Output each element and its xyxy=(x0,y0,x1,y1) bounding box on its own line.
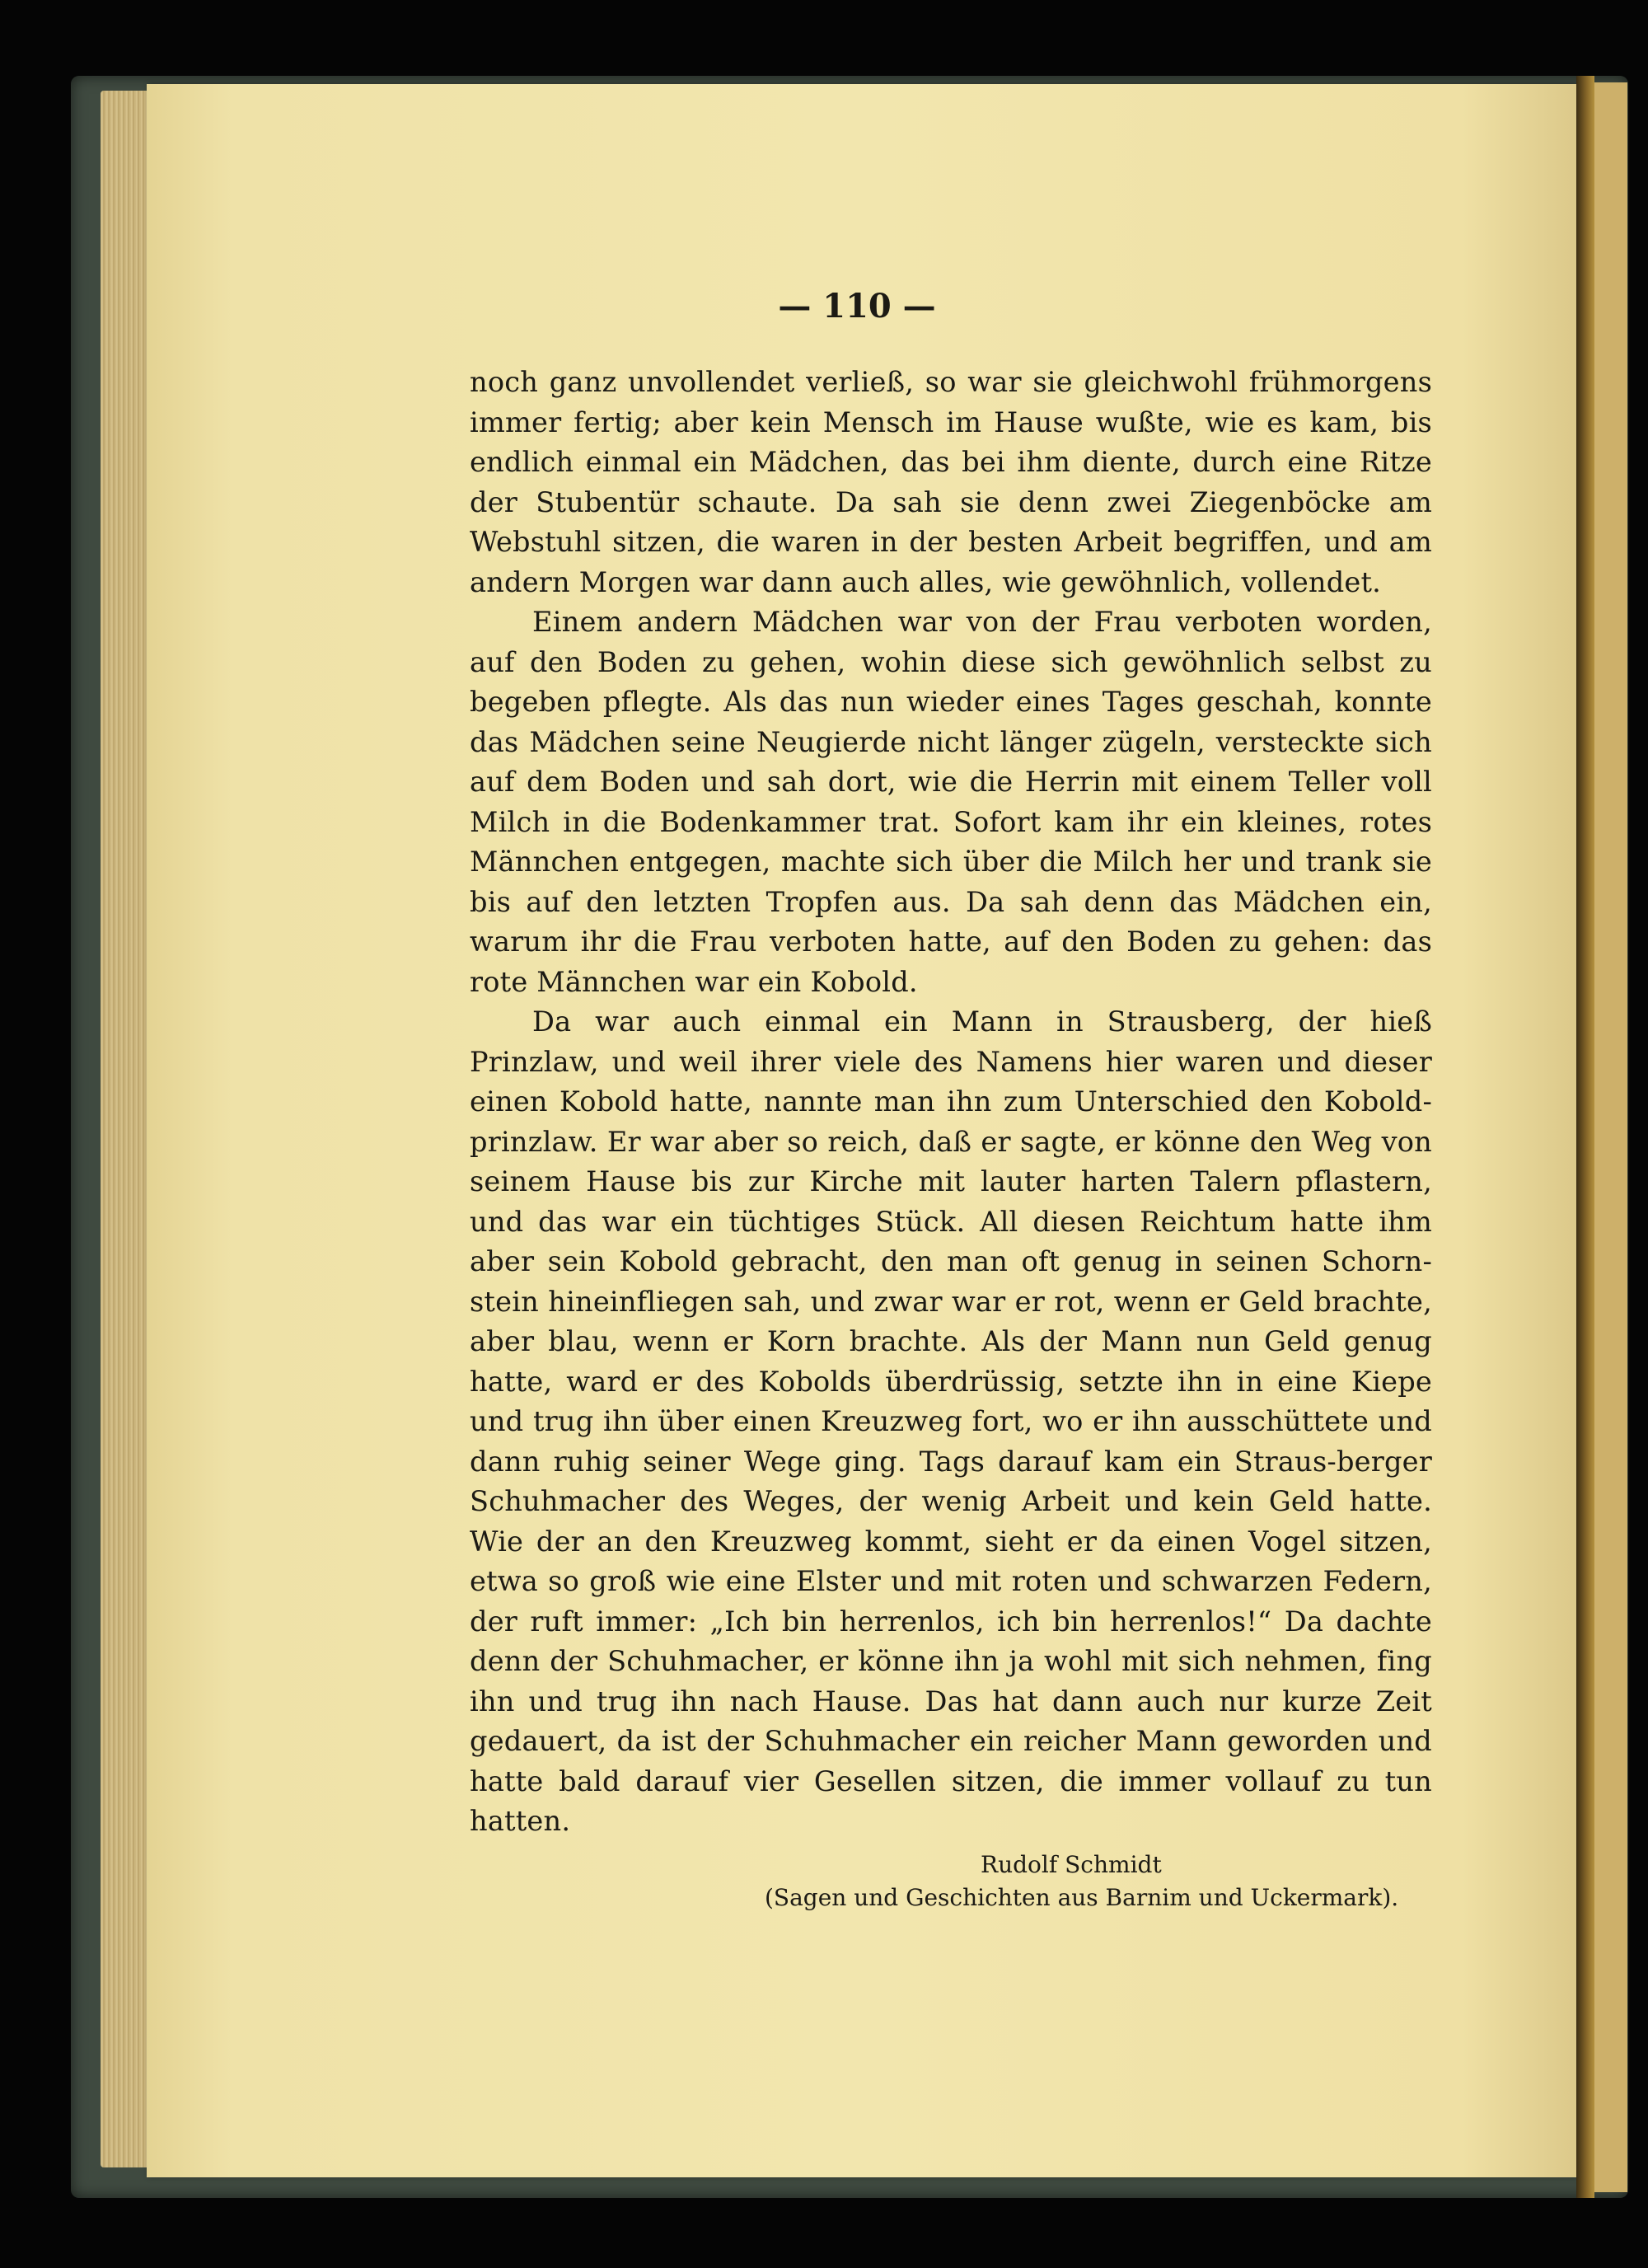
book-gutter xyxy=(1576,76,1594,2198)
paragraph-2: Einem andern Mädchen war von der Frau verboten worden, auf den Boden zu gehen, wohin diese sich gewöhnlich selbst zu begeben pflegte. Als das nun wieder eines Tages geschah, konnte das Mädchen seine Neugierde nicht länger zügeln, versteckte sich auf dem Boden und sah dort, wie die Herrin mit einem Teller voll Milch in die Bodenkammer trat. Sofort kam ihr ein kleines, rotes Männchen entgegen, machte sich über die Milch her und trank sie bis auf den letzten Tropfen aus. Da sah denn das Mädchen ein, warum ihr die Frau verboten hatte, auf den Boden zu gehen: das rote Männchen war ein Kobold. xyxy=(470,606,1432,998)
body-text xyxy=(470,363,1432,1842)
paragraph-1: noch ganz unvollendet verließ, so war sie gleichwohl frühmorgens immer fertig; aber kein Mensch im Hause wußte, wie es kam, bis endlich einmal ein Mädchen, das bei ihm diente, durch eine Ritze der Stubentür schaute. Da sah sie denn zwei Ziegenböcke am Webstuhl sitzen, die waren in der besten Arbeit begriffen, und am andern Morgen war dann auch alles, wie gewöhnlich, vollendet. xyxy=(470,366,1432,598)
attribution xyxy=(742,1849,1401,1914)
author-name: Rudolf Schmidt xyxy=(981,1851,1162,1878)
paragraph-3: Da war auch einmal ein Mann in Strausberg, der hieß Prinzlaw, und weil ihrer viele des Namens hier waren und dieser einen Kobold hatte, nannte man ihn zum Unterschied den Kobold-prinzlaw. Er war aber so reich, daß er sagte, er könne den Weg von seinem Hause bis zur Kirche mit lauter harten Talern pflastern, und das war ein tüchtiges Stück. All diesen Reichtum hatte ihm aber sein Kobold gebracht, den man oft genug in seinen Schorn-stein hineinfliegen sah, und zwar war er rot, wenn er Geld brachte, aber blau, wenn er Korn brachte. Als der Mann nun Geld genug hatte, ward er des Kobolds überdrüssig, setzte ihn in eine Kiepe und trug ihn über einen Kreuzweg fort, wo er ihn ausschüttete und dann ruhig seiner Wege ging. Tags darauf kam ein Straus-berger Schuhmacher des Weges, der wenig Arbeit und kein Geld hatte. Wie der an den Kreuzweg kommt, sieht er da einen Vogel sitzen, etwa so groß wie eine Elster und mit roten und schwarzen Federn, der ruft immer: „Ich bin herrenlos, ich bin herrenlos!“ Da dachte denn der Schuhmacher, er könne ihn ja wohl mit sich nehmen, fing ihn und trug ihn nach Hause. Das hat dann auch nur kurze Zeit gedauert, da ist der Schuhmacher ein reicher Mann geworden und hatte bald darauf vier Gesellen sitzen, die immer vollauf zu tun hatten. xyxy=(470,1005,1432,1837)
page-number: — 110 — xyxy=(778,287,936,326)
facing-page-edge xyxy=(1594,82,1627,2192)
source-citation: (Sagen und Geschichten aus Barnim und Uckermark). xyxy=(765,1884,1399,1911)
